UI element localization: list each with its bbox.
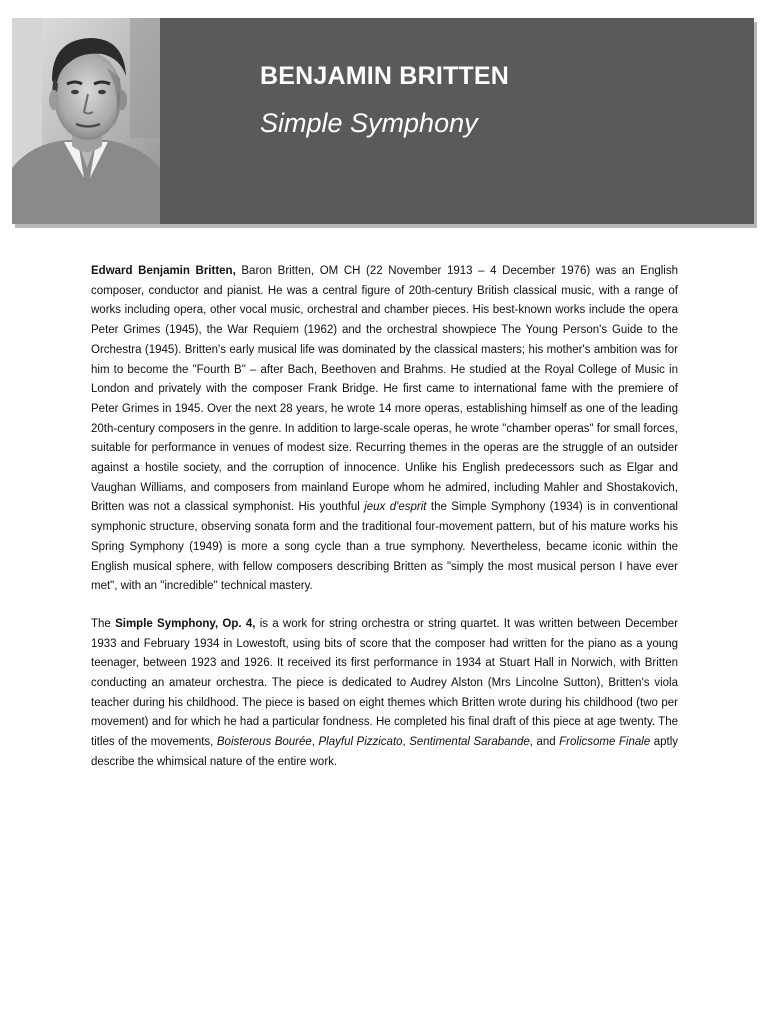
movement-separator-3: , and — [529, 736, 560, 749]
portrait-photo-icon — [12, 18, 160, 224]
movement-separator-1: , — [311, 736, 319, 749]
portrait-photo — [12, 18, 160, 224]
biography-text-part-a: Baron Britten, OM CH (22 November 1913 – 4 December 1976) was an English composer, conductor and pianist. He was a central figure of 20th-century British classical music, with a range of works including opera, other vocal music, orchestral and chamber pieces. His best-known works include the opera Peter Grimes (1945), the War Requiem (1962) and the orchestral showpiece The Young Person's Guide to the Orchestra (1945). Britten's early musical life was dominated by the classical masters; his mother's ambition was for him to become the "Fourth B" – after Bach, Beethoven and Brahms. He studied at the Royal College of Music in London and privately with the composer Frank Bridge. He first came to international fame with the premiere of Peter Grimes in 1945. Over the next 28 years, he wrote 14 more operas, establishing himself as one of the leading 20th-century composers in the genre. In addition to large-scale operas, he wrote "chamber operas" for small forces, suitable for performance in venues of modest size. Recurring themes in the operas are the struggle of an outsider against a hostile society, and the corruption of innocence. Unlike his English predecessors such as Elgar and Vaughan Williams, and composers from mainland Europe whom he admired, including Mahler and Shostakovich, Britten was not a classical symphonist. His youthful — [91, 265, 678, 514]
work-title: Simple Symphony, Op. 4, — [115, 617, 256, 630]
biography-text-part-b: the Simple Symphony (1934) is in conventional symphonic structure, observing sonata form and the traditional four-movement pattern, but of his mature works his Spring Symphony (1949) is more a song cycle than a true symphony. Nevertheless, became iconic within the English musical sphere, with fellow composers describing Britten as "simply the most musical person I have ever met", with an "incredible" technical mastery. — [91, 501, 678, 593]
movement-title-4: Frolicsome Finale — [559, 736, 651, 749]
composer-full-name: Edward Benjamin Britten, — [91, 265, 236, 277]
symphony-text-part-c: aptly describe the whimsical nature of the entire work. — [91, 736, 679, 768]
article-body — [91, 262, 678, 791]
movement-separator-2: , — [402, 736, 410, 749]
movement-title-1: Boisterous Bourée — [216, 736, 312, 749]
page-subtitle: Simple Symphony — [260, 108, 478, 138]
movement-title-3: Sentimental Sarabande — [409, 736, 530, 749]
symphony-paragraph — [91, 615, 678, 773]
title-banner — [160, 18, 754, 224]
biography-paragraph — [91, 262, 678, 597]
movement-title-2: Playful Pizzicato — [318, 736, 403, 749]
symphony-text-part-a: The — [91, 617, 116, 630]
page-title: BENJAMIN BRITTEN — [260, 62, 510, 90]
symphony-text-part-b: is a work for string orchestra or string quartet. It was written between December 1933 and February 1934 in Lowestoft, using bits of score that the composer had written for the piano as a young teenager, between 1923 and 1926. It received its first performance in 1934 at Stuart Hall in Norwich, with Britten conducting an amateur orchestra. The piece is dedicated to Audrey Alston (Mrs Lincolne Sutton), Britten's viola teacher during his childhood. The piece is based on eight themes which Britten wrote during his childhood (two per movement) and for which he had a particular fondness. He completed his final draft of this piece at age twenty. The titles of the movements, — [91, 617, 679, 749]
jeux-desprit-phrase: jeux d'esprit — [364, 501, 427, 514]
header-banner — [12, 18, 754, 224]
